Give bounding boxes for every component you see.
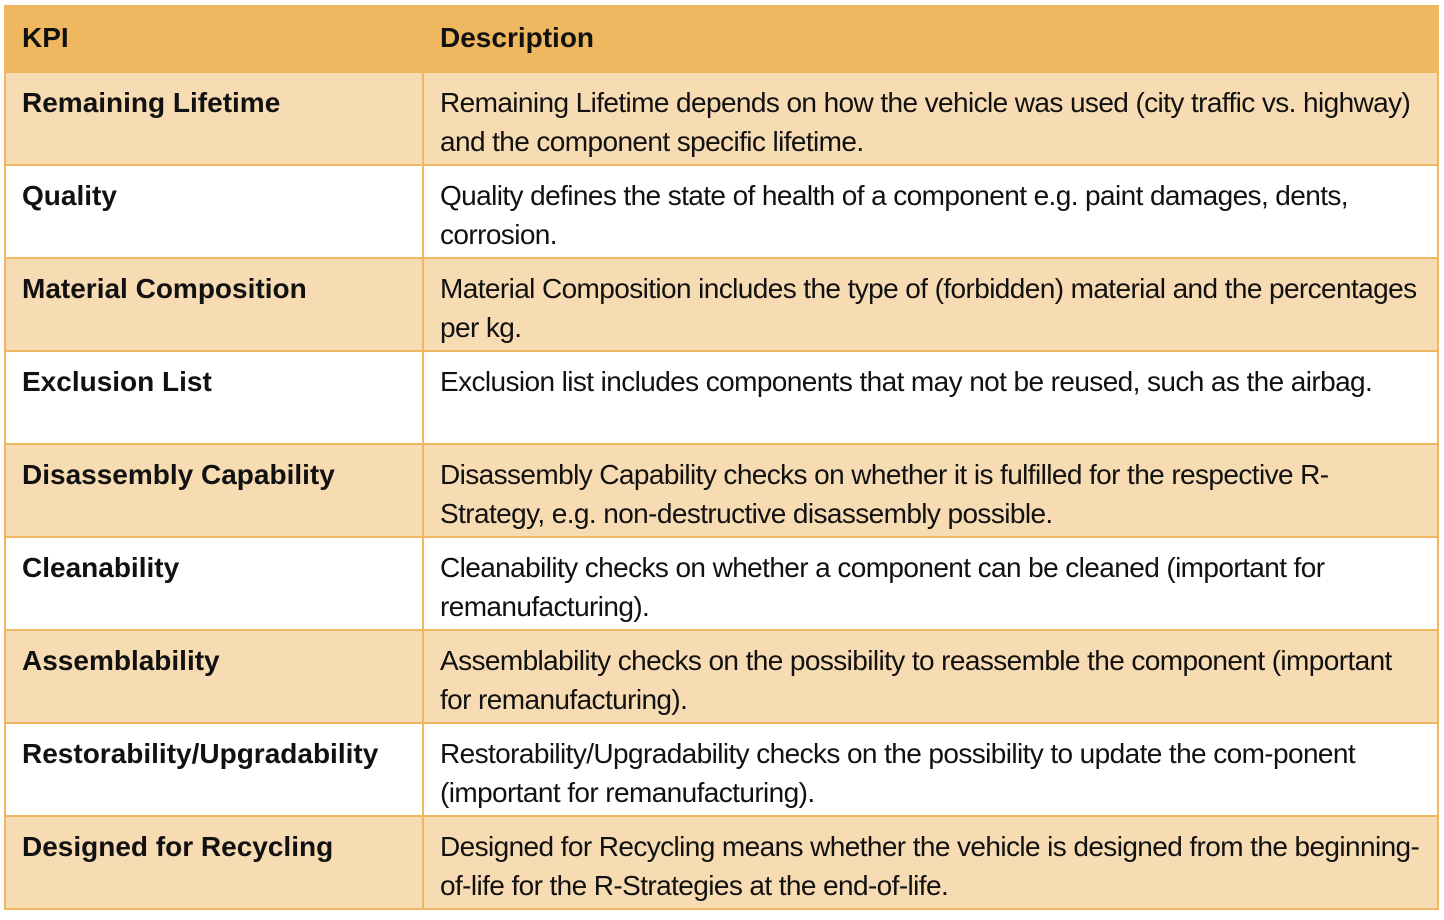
- kpi-description-cell: Material Composition includes the type of (forbidden) material and the percentages per kg.: [423, 258, 1438, 351]
- table-row: [5, 444, 1438, 537]
- kpi-description-cell: Remaining Lifetime depends on how the vehicle was used (city traffic vs. highway) and the component specific lifetime.: [423, 72, 1438, 165]
- table-row: [5, 630, 1438, 723]
- kpi-name-cell: Remaining Lifetime: [5, 72, 423, 165]
- kpi-name-cell: Designed for Recycling: [5, 816, 423, 909]
- kpi-description-cell: Cleanability checks on whether a component can be cleaned (important for remanufacturing).: [423, 537, 1438, 630]
- kpi-name-cell: Cleanability: [5, 537, 423, 630]
- kpi-description-cell: Disassembly Capability checks on whether it is fulfilled for the respective R-Strategy, e.g. non-destructive disassembly possible.: [423, 444, 1438, 537]
- table-row: [5, 351, 1438, 444]
- table-row: [5, 258, 1438, 351]
- kpi-name-cell: Quality: [5, 165, 423, 258]
- table-row: [5, 723, 1438, 816]
- table-row: [5, 816, 1438, 909]
- kpi-description-cell: Exclusion list includes components that may not be reused, such as the airbag.: [423, 351, 1438, 444]
- column-header-kpi: KPI: [5, 6, 423, 72]
- column-header-description: Description: [423, 6, 1438, 72]
- kpi-name-cell: Restorability/Upgradability: [5, 723, 423, 816]
- header-row: [5, 6, 1438, 72]
- kpi-description-cell: Restorability/Upgradability checks on the possibility to update the com-ponent (important for remanufacturing).: [423, 723, 1438, 816]
- table-row: [5, 72, 1438, 165]
- table-row: [5, 165, 1438, 258]
- table-row: [5, 537, 1438, 630]
- kpi-name-cell: Exclusion List: [5, 351, 423, 444]
- kpi-name-cell: Assemblability: [5, 630, 423, 723]
- kpi-name-cell: Disassembly Capability: [5, 444, 423, 537]
- kpi-description-cell: Assemblability checks on the possibility to reassemble the component (important for remanufacturing).: [423, 630, 1438, 723]
- kpi-description-cell: Quality defines the state of health of a component e.g. paint damages, dents, corrosion.: [423, 165, 1438, 258]
- kpi-description-cell: Designed for Recycling means whether the vehicle is designed from the beginning-of-life for the R-Strategies at the end-of-life.: [423, 816, 1438, 909]
- kpi-name-cell: Material Composition: [5, 258, 423, 351]
- kpi-table: [4, 5, 1439, 910]
